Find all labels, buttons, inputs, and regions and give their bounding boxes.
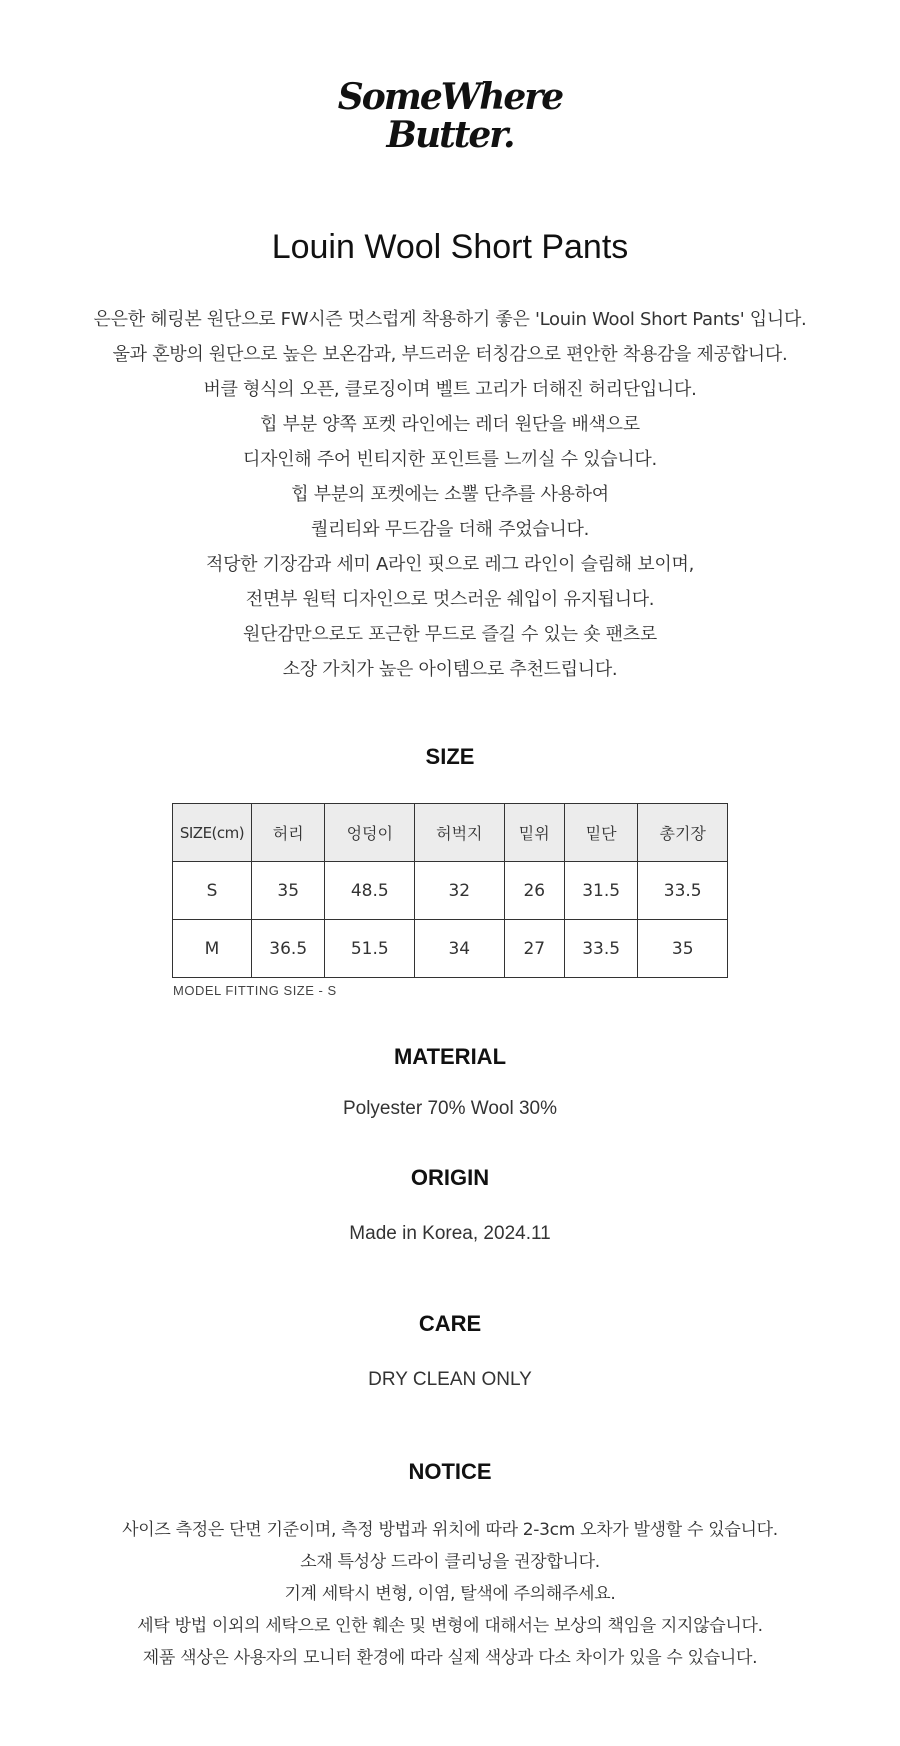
material-value: Polyester 70% Wool 30% (342, 1098, 558, 1119)
description-line: 힙 부분의 포켓에는 소뿔 단추를 사용하여 (291, 484, 609, 505)
notice-line: 세탁 방법 이외의 세탁으로 인한 훼손 및 변형에 대해서는 보상의 책임을 지지않습니다. (137, 1616, 763, 1636)
size-header-cell: 허리 (252, 804, 325, 862)
material-heading: MATERIAL (393, 1044, 507, 1069)
brand-logo (0, 78, 900, 154)
size-cell: M (173, 920, 252, 978)
origin-heading: ORIGIN (410, 1165, 490, 1190)
size-cell: 33.5 (638, 862, 728, 920)
size-cell: 35 (252, 862, 325, 920)
description-line: 소장 가치가 높은 아이템으로 추천드립니다. (282, 659, 618, 680)
size-cell: 48.5 (325, 862, 415, 920)
notice-heading: NOTICE (408, 1459, 492, 1484)
description-line: 힙 부분 양쪽 포켓 라인에는 레더 원단을 배색으로 (260, 414, 640, 435)
product-description (0, 302, 900, 687)
care-heading: CARE (418, 1311, 482, 1336)
size-cell: 35 (638, 920, 728, 978)
size-header-cell: 허벅지 (415, 804, 505, 862)
size-cell: 32 (415, 862, 505, 920)
size-cell: 31.5 (564, 862, 637, 920)
origin-value: Made in Korea, 2024.11 (349, 1223, 551, 1244)
size-cell: S (173, 862, 252, 920)
size-cell: 27 (504, 920, 564, 978)
description-line: 버클 형식의 오픈, 클로징이며 벨트 고리가 더해진 허리단입니다. (203, 379, 697, 400)
logo-line2: Butter. (386, 114, 514, 156)
size-table-header-row (173, 804, 728, 862)
size-header-cell: 엉덩이 (325, 804, 415, 862)
notice-line: 제품 색상은 사용자의 모니터 환경에 따라 실제 색상과 다소 차이가 있을 수 있습니다. (142, 1648, 758, 1668)
notice-line: 사이즈 측정은 단면 기준이며, 측정 방법과 위치에 따라 2-3cm 오차가 발생할 수 있습니다. (122, 1520, 778, 1540)
size-cell: 26 (504, 862, 564, 920)
size-header-cell: SIZE(cm) (173, 804, 252, 862)
size-cell: 34 (415, 920, 505, 978)
description-line: 전면부 원턱 디자인으로 멋스러운 쉐입이 유지됩니다. (245, 589, 655, 610)
size-header-cell: 밑단 (564, 804, 637, 862)
table-row (173, 862, 728, 920)
size-cell: 51.5 (325, 920, 415, 978)
size-table (172, 803, 728, 978)
care-value: DRY CLEAN ONLY (368, 1369, 532, 1390)
description-line: 원단감만으로도 포근한 무드로 즐길 수 있는 숏 팬츠로 (243, 624, 657, 645)
description-line: 적당한 기장감과 세미 A라인 핏으로 레그 라인이 슬림해 보이며, (205, 554, 694, 575)
size-heading: SIZE (425, 744, 475, 769)
logo-line1: SomeWhere (337, 76, 563, 118)
size-cell: 33.5 (564, 920, 637, 978)
description-line: 디자인해 주어 빈티지한 포인트를 느끼실 수 있습니다. (243, 449, 657, 470)
size-cell: 36.5 (252, 920, 325, 978)
model-fitting-note: MODEL FITTING SIZE - S (173, 983, 337, 998)
size-header-cell: 총기장 (638, 804, 728, 862)
product-title: Louin Wool Short Pants (271, 228, 629, 266)
notice-text (0, 1514, 900, 1674)
notice-line: 기계 세탁시 변형, 이염, 탈색에 주의해주세요. (284, 1584, 616, 1604)
table-row (173, 920, 728, 978)
description-line: 울과 혼방의 원단으로 높은 보온감과, 부드러운 터칭감으로 편안한 착용감을 제공합니다. (112, 344, 788, 365)
description-line: 퀄리티와 무드감을 더해 주었습니다. (310, 519, 589, 540)
size-header-cell: 밑위 (504, 804, 564, 862)
notice-line: 소재 특성상 드라이 클리닝을 권장합니다. (300, 1552, 600, 1572)
description-line: 은은한 헤링본 원단으로 FW시즌 멋스럽게 착용하기 좋은 'Louin Wool Short Pants' 입니다. (93, 309, 807, 330)
